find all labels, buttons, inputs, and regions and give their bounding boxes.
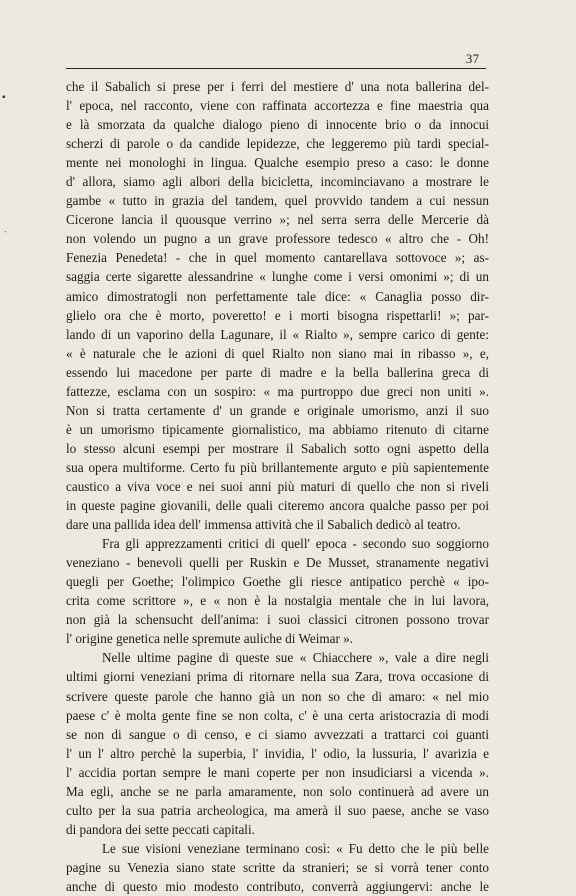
text-line: Fra gli apprezzamenti critici di quell' epoca - secondo suo soggiorno (102, 536, 489, 552)
text-line: veneziano - benevoli quelli per Ruskin e De Musset, stranamente negativi (66, 555, 489, 571)
text-line: « è naturale che le azioni di quel Rialto non siano mai in ribasso », e, (66, 345, 489, 361)
text-line: pagine su Venezia siano state scritte da stranieri; se si vorrà tener conto (66, 859, 489, 875)
text-line: l' accidia portan sempre le mani coperte per non insudiciarsi a vicenda ». (66, 764, 489, 780)
text-line: caustico a viva voce e nei suoi anni più maturi di quello che non si riveli (66, 478, 489, 494)
text-line: fattezze, esclama con un sospiro: « ma purtroppo due greci non uniti ». (66, 383, 489, 399)
text-line: non già la schensucht dell'anima: i suoi classici citronen possono trovar (66, 612, 489, 628)
page-edge-mark-middle: ˏ (4, 222, 8, 233)
text-line: Non si tratta certamente d' un grande e originale umorismo, anzi il suo (66, 402, 489, 418)
text-line: saggia certe sigarette alessandrine « lunghe come i versi omonimi »; di un (66, 269, 489, 285)
text-line: lo stesso alcuni esempi per mostrare il Sabalich sotto ogni aspetto della (66, 440, 489, 456)
text-line: amico dimostratogli non perfettamente tale dice: « Canaglia posso dir- (66, 288, 489, 304)
page-number: 37 (466, 52, 480, 66)
text-line: lando di un vaporino della Lagunare, il « Rialto », sempre carico di gente: (66, 326, 489, 342)
text-line: l' origine genetica nelle spremute auliche di Weimar ». (66, 631, 354, 647)
text-line: ultimi giorni veneziani prima di ritornare nella sua Zara, trova occasione di (66, 669, 489, 685)
text-line: anche di questo mio modesto contributo, converrà aggiungervi: anche le (66, 878, 489, 894)
body-text (66, 77, 489, 896)
text-line: l' epoca, nel racconto, viene con raffinata accortezza e fine maestria qua (66, 98, 489, 114)
text-line: quegli per Goethe; l'olimpico Goethe gli riesce antipatico perchè « ipo- (66, 574, 489, 590)
header-rule (66, 68, 486, 69)
text-line: dare una pallida idea dell' immensa attività che il Sabalich dedicò al teatro. (66, 517, 461, 533)
text-line: glielo ora che è morto, poveretto! e i morti bisogna rispettarli! »; par- (66, 307, 489, 323)
text-line: in queste pagine giovanili, delle quali citeremo ancora qualche passo per poi (66, 498, 489, 514)
text-line: gambe « tutto in grazia del tandem, quel provvido tandem a cui nessun (66, 193, 489, 209)
text-line: Fenezia Penedeta! - che in quel momento cantarellava sottovoce »; as- (66, 250, 489, 266)
text-line: Ma egli, anche se ne parla amaramente, non solo continuerà ad avere un (66, 783, 489, 799)
text-line: e là smorzata da qualche dialogo pieno di innocente brio o da innocui (66, 117, 489, 133)
text-line: essendo lui macedone per parte di madre e la bella ballerina greca di (66, 364, 489, 380)
page-edge-mark-top: ▪ (2, 92, 6, 103)
text-line: di pandora dei sette peccati capitali. (66, 821, 255, 837)
text-line: sua opera multiforme. Certo fu più brillantemente arguto e più sapientemente (66, 459, 489, 475)
text-line: scherzi di parole o da candide lepidezze, che leggeremo più tardi special- (66, 136, 489, 152)
text-line: culto per la sua patria archeologica, ma amerà il suo paese, anche se vaso (66, 802, 489, 818)
text-line: paese c' è molta gente fine se non colta, c' è una certa aristocrazia di modi (66, 707, 489, 723)
text-line: l' un l' altro perchè la superbia, l' invidia, l' odio, la lussuria, l' avarizia e (66, 745, 489, 761)
text-line: è un umorismo tipicamente giornalistico, ma abbiamo ritenuto di citarne (66, 421, 489, 437)
text-line: scrivere queste parole che hanno già un non so che di amaro: « nel mio (66, 688, 489, 704)
text-line: se non di sangue o di censo, e ci siamo avvezzati a trattarci coi guanti (66, 726, 489, 742)
text-line: Nelle ultime pagine di queste sue « Chiacchere », vale a dire negli (102, 650, 489, 666)
text-line: d' allora, siamo agli albori della bicicletta, incominciavano a mostrare le (66, 174, 489, 190)
text-line: crita come scrittore », e « non è la nostalgia mentale che in lui lavora, (66, 593, 489, 609)
text-line: Le sue visioni veneziane terminano così: « Fu detto che le più belle (102, 840, 489, 856)
text-line: non volendo un pugno a un grave professore tedesco « altro che - Oh! (66, 231, 489, 247)
text-line: che il Sabalich si prese per i ferri del mestiere d' una nota ballerina del- (66, 79, 489, 94)
text-line: mente nei monologhi in lingua. Qualche esempio preso a caso: le donne (66, 155, 489, 171)
text-line: Cicerone lancia il quousque verrino »; nel serra serra delle Mercerie dà (66, 212, 489, 228)
